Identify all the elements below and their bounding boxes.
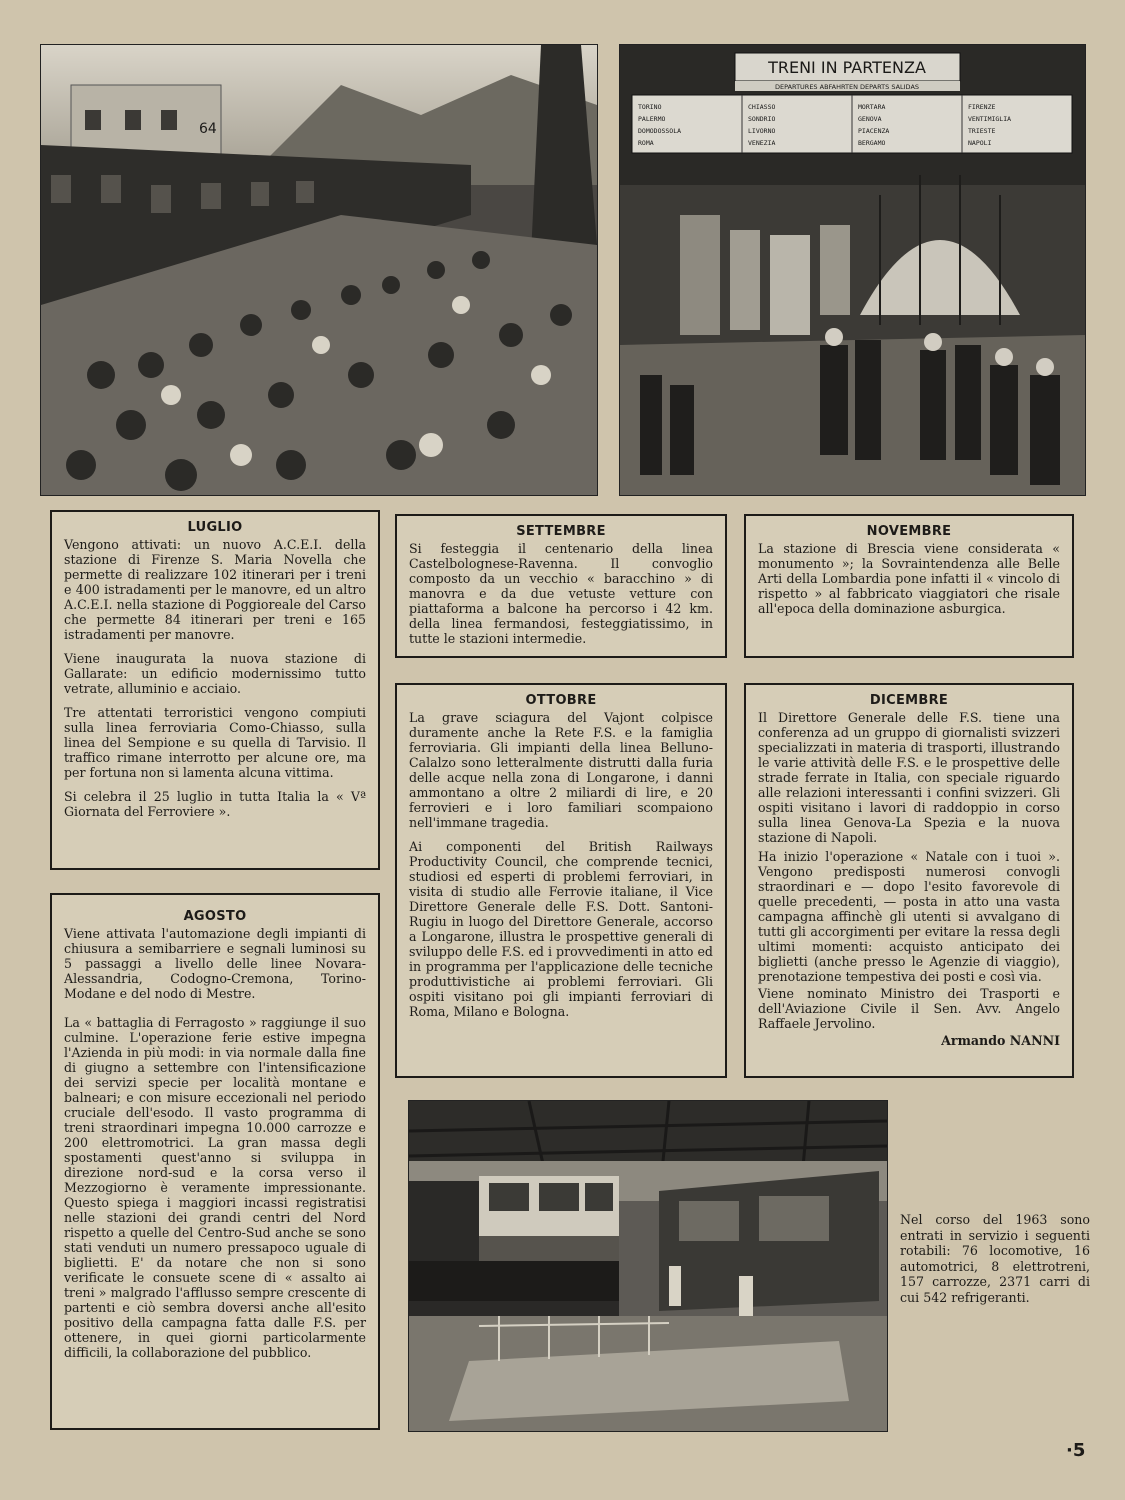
agosto-title: AGOSTO [183, 909, 247, 924]
rolling-stock-caption: Nel corso del 1963 sono entrati in servizio i seguenti rotabili: 76 locomotive, 16 automotrici, 8 elettrotreni, 157 carrozze, 2371 carri di cui 542 refrigeranti. [900, 1212, 1090, 1305]
station-sign-number: 64 [199, 121, 217, 137]
luglio-title: LUGLIO [187, 520, 243, 535]
box-dicembre [744, 683, 1074, 1078]
board-subtitle: DEPARTURES ABFAHRTEN DEPARTS SALIDAS [774, 83, 920, 91]
photo-crowded-platform [40, 44, 598, 496]
board-destination: VENTIMIGLIA [968, 115, 1012, 123]
board-destination: VENEZIA [748, 139, 776, 147]
box-luglio [50, 510, 380, 870]
ottobre-paragraph: La grave sciagura del Vajont colpisce duramente anche la Rete F.S. e la famiglia ferroviaria. Gli impianti della linea Belluno-Calalzo sono letteralmente distrutti dalla furia delle acque nella zona di Longarone, i danni ammontano a oltre 2 miliardi di lire, e 20 ferrovieri e i loro familiari scompaiono nell'immane tragedia. [409, 710, 713, 830]
page-number-value: 5 [1072, 1440, 1086, 1461]
dicembre-paragraph: Viene nominato Ministro dei Trasporti e dell'Aviazione Civile il Sen. Avv. Angelo Raffaele Jervolino. [758, 986, 1060, 1031]
dicembre-paragraph: Ha inizio l'operazione « Natale con i tuoi ». Vengono predisposti numerosi convogli straordinari e — dopo l'esito favorevole di quelle precedenti, — posta in atto una vasta campagna affinchè gli utenti si avvalgano di tutti gli accorgimenti per evitare la ressa degli ultimi momenti: acquisto anticipato dei biglietti (anche presso le Agenzie di viaggio), prenotazione tempestiva dei posti e così via. [758, 849, 1060, 984]
settembre-title: SETTEMBRE [516, 524, 606, 539]
photo-locomotive-workshop [408, 1100, 888, 1432]
board-destination: SONDRIO [748, 115, 776, 123]
board-destination: PALERMO [638, 115, 666, 123]
agosto-paragraph: La « battaglia di Ferragosto » raggiunge il suo culmine. L'operazione ferie estive impegna l'Azienda in più modi: in via normale dalla fine di giugno a settembre con l'intensificazione dei servizi specie per località montane e balneari; e con misure eccezionali nel periodo cruciale dell'esodo. Il vasto programma di treni straordinari impegna 10.000 carrozze e 200 elettromotrici. La gran massa degli spostamenti quest'anno si sviluppa in direzione nord-sud e la corsa verso il Mezzogiorno è veramente impressionante. Questo spiega i maggiori incassi registratisi nelle stazioni dei grandi centri del Nord rispetto a quelle del Centro-Sud anche se sono stati venduti un numero pressapoco uguale di biglietti. E' da notare che non si sono verificate le consuete scene di « assalto ai treni » malgrado l'afflusso sempre crescente di partenti e ciò sembra doversi anche all'esito positivo della campagna fatta dalle F.S. per ottenere, in quei giorni particolarmente difficili, la collaborazione del pubblico. [64, 1015, 366, 1360]
photo-station-departures [619, 44, 1086, 496]
board-destination: DOMODOSSOLA [638, 127, 682, 135]
dicembre-paragraph: Il Direttore Generale delle F.S. tiene una conferenza ad un gruppo di giornalisti svizzeri specializzati in materia di trasporti, illustrando le varie attività delle F.S. e le prospettive delle strade ferrate in Italia, con speciale riguardo alle relazioni interessanti i confini svizzeri. Gli ospiti visitano i lavori di raddoppio in corso sulla linea Genova-La Spezia e la nuova stazione di Napoli. [758, 710, 1060, 845]
dicembre-signature: Armando NANNI [941, 1033, 1060, 1048]
board-destination: CHIASSO [748, 103, 776, 111]
board-destination: MORTARA [858, 103, 886, 111]
agosto-paragraph: Viene attivata l'automazione degli impianti di chiusura a semibarriere e segnali luminosi su 5 passaggi a livello delle linee Novara-Alessandria, Codogno-Cremona, Torino-Modane e del nodo di Mestre. [64, 926, 366, 1001]
page-number: ·5 [1066, 1440, 1086, 1461]
novembre-title: NOVEMBRE [866, 524, 952, 539]
board-destination: ROMA [638, 139, 654, 147]
ottobre-paragraph: Ai componenti del British Railways Productivity Council, che comprende tecnici, studiosi ed esperti di problemi ferroviari, in visita di studio alle Ferrovie italiane, il Vice Direttore Generale delle F.S. Dott. Santoni-Rugiu in luogo del Direttore Generale, accorso a Longarone, illustra le prospettive generali di sviluppo delle F.S. ed i provvedimenti in atto ed in programma per l'applicazione delle tecniche produttivistiche ai problemi ferroviari. Gli ospiti visitano poi gli impianti ferroviari di Roma, Milano e Bologna. [409, 839, 713, 1019]
dicembre-title: DICEMBRE [869, 693, 949, 708]
board-destination: NAPOLI [968, 139, 992, 147]
board-destination: TRIESTE [968, 127, 996, 135]
box-settembre [395, 514, 727, 658]
luglio-paragraph: Si celebra il 25 luglio in tutta Italia la « Vª Giornata del Ferroviere ». [64, 789, 366, 819]
luglio-paragraph: Tre attentati terroristici vengono compiuti sulla linea ferroviaria Como-Chiasso, sulla linea del Sempione e su quella di Tarvisio. Il traffico rimane interrotto per alcune ore, ma per fortuna non si lamenta alcuna vittima. [64, 705, 366, 780]
luglio-paragraph: Viene inaugurata la nuova stazione di Gallarate: un edificio modernissimo tutto vetrate, alluminio e acciaio. [64, 651, 366, 696]
box-novembre [744, 514, 1074, 658]
luglio-paragraph: Vengono attivati: un nuovo A.C.E.I. della stazione di Firenze S. Maria Novella che permette di realizzare 102 itinerari per i treni e 400 istradamenti per le manovre, ed un altro A.C.E.I. nella stazione di Poggioreale del Carso che permette 84 itinerari per treni e 165 istradamenti per manovre. [64, 537, 366, 642]
board-destination: LIVORNO [748, 127, 776, 135]
board-destination: PIACENZA [858, 127, 890, 135]
box-ottobre [395, 683, 727, 1078]
board-destination: TORINO [638, 103, 662, 111]
ottobre-title: OTTOBRE [525, 693, 597, 708]
board-destination: FIRENZE [968, 103, 996, 111]
board-destination: BERGAMO [858, 139, 886, 147]
novembre-paragraph: La stazione di Brescia viene considerata « monumento »; la Sovraintendenza alle Belle Arti della Lombardia pone infatti il « vincolo di rispetto » al fabbricato viaggiatori che risale all'epoca della dominazione asburgica. [758, 541, 1060, 616]
board-title: TRENI IN PARTENZA [768, 58, 926, 77]
board-destination: GENOVA [858, 115, 882, 123]
box-agosto [50, 893, 380, 1430]
settembre-paragraph: Si festeggia il centenario della linea Castelbolognese-Ravenna. Il convoglio composto da un vecchio « baracchino » di manovra e da due vetuste vetture con piattaforma a balcone ha percorso i 42 km. della linea fermandosi, festeggiatissimo, in tutte le stazioni intermedie. [409, 541, 713, 646]
